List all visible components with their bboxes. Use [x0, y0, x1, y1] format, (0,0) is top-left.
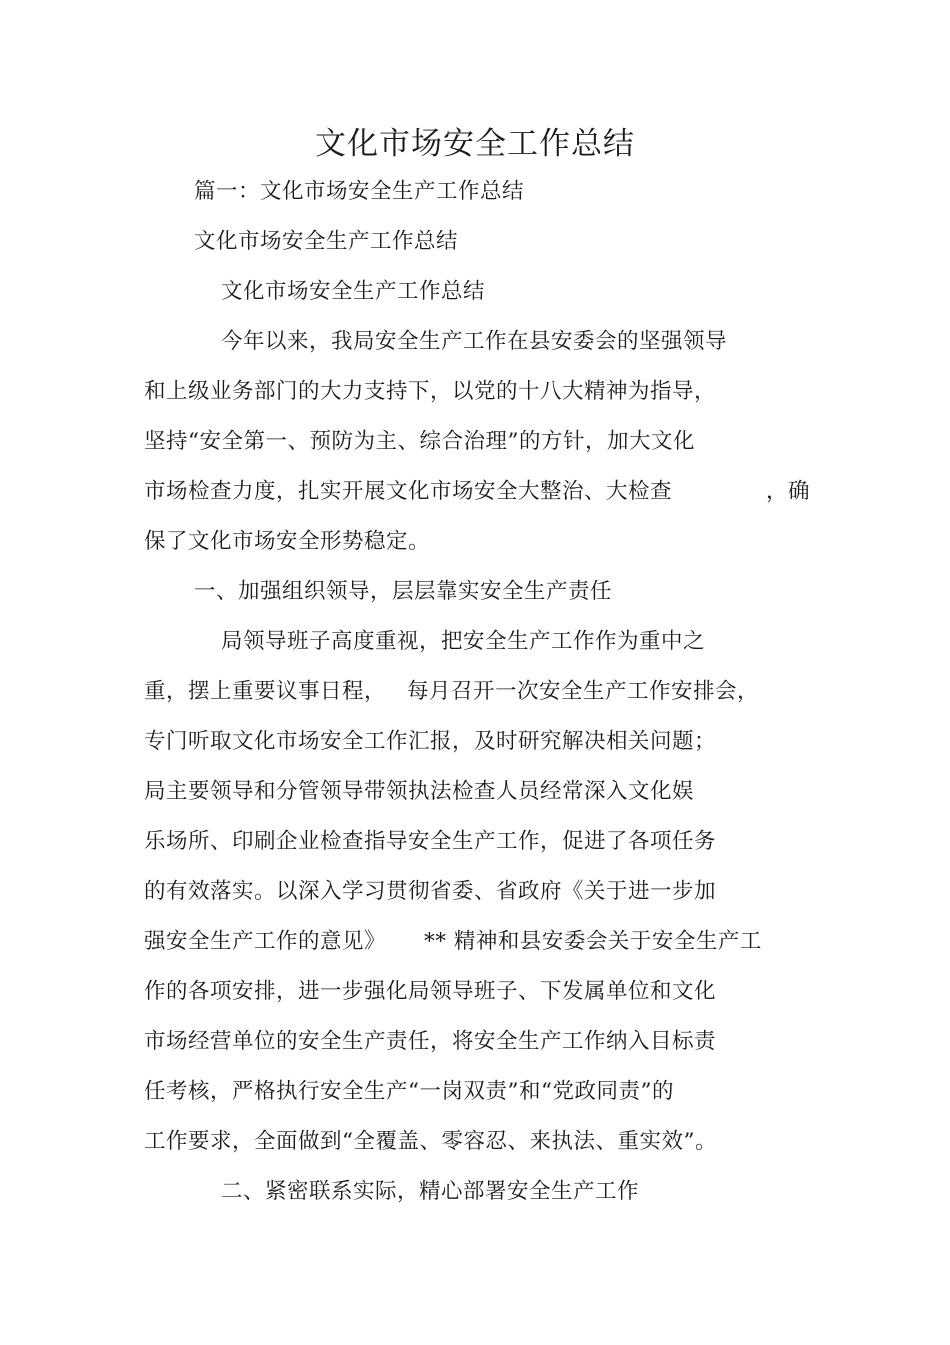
paragraph-line: 坚持“安全第一、预防为主、综合治理”的方针，加大文化: [144, 429, 695, 454]
paragraph-line: 任考核，严格执行安全生产“一岗双责”和“党政同责”的: [144, 1079, 674, 1104]
subtitle-line: 文化市场安全生产工作总结: [194, 229, 459, 254]
paragraph-line: 局主要领导和分管领导带领执法检查人员经常深入文化娱: [144, 779, 695, 804]
paragraph-line-tail: 每月召开一次安全生产工作安排会，: [407, 679, 760, 704]
paragraph-line-tail: ，确: [766, 479, 811, 504]
paragraph-line: 工作要求，全面做到“全覆盖、零容忍、来执法、重实效”。: [144, 1129, 717, 1154]
section-heading-two: 二、紧密联系实际，精心部署安全生产工作: [221, 1179, 640, 1204]
paragraph-line: 强安全生产工作的意见》: [144, 929, 387, 954]
subtitle-line-repeat: 文化市场安全生产工作总结: [221, 279, 486, 304]
paragraph-line: 和上级业务部门的大力支持下，以党的十八大精神为指导，: [144, 379, 717, 404]
document-title: 文化市场安全工作总结: [315, 126, 635, 162]
paragraph-line: 作的各项安排，进一步强化局领导班子、下发属单位和文化: [144, 979, 717, 1004]
paragraph-line: 局领导班子高度重视，把安全生产工作作为重中之: [221, 629, 706, 654]
paragraph-line: 保了文化市场安全形势稳定。: [144, 529, 431, 554]
paragraph-line: 市场经营单位的安全生产责任，将安全生产工作纳入目标责: [144, 1029, 717, 1054]
section-heading-one: 一、加强组织领导，层层靠实安全生产责任: [194, 579, 613, 604]
paragraph-line: 市场检查力度，扎实开展文化市场安全大整治、大检查: [144, 479, 673, 504]
paragraph-line: 乐场所、印刷企业检查指导安全生产工作，促进了各项任务: [144, 829, 717, 854]
paragraph-line-tail: ** 精神和县安委会关于安全生产工: [424, 929, 762, 954]
paragraph-line: 重，摆上重要议事日程，: [144, 679, 387, 704]
paragraph-line: 的有效落实。以深入学习贯彻省委、省政府《关于进一步加: [144, 879, 717, 904]
paragraph-line: 今年以来，我局安全生产工作在县安委会的坚强领导: [221, 329, 728, 354]
paragraph-line: 专门听取文化市场安全工作汇报，及时研究解决相关问题；: [144, 729, 717, 754]
section-heading-part-one: 篇一：文化市场安全生产工作总结: [194, 179, 525, 204]
